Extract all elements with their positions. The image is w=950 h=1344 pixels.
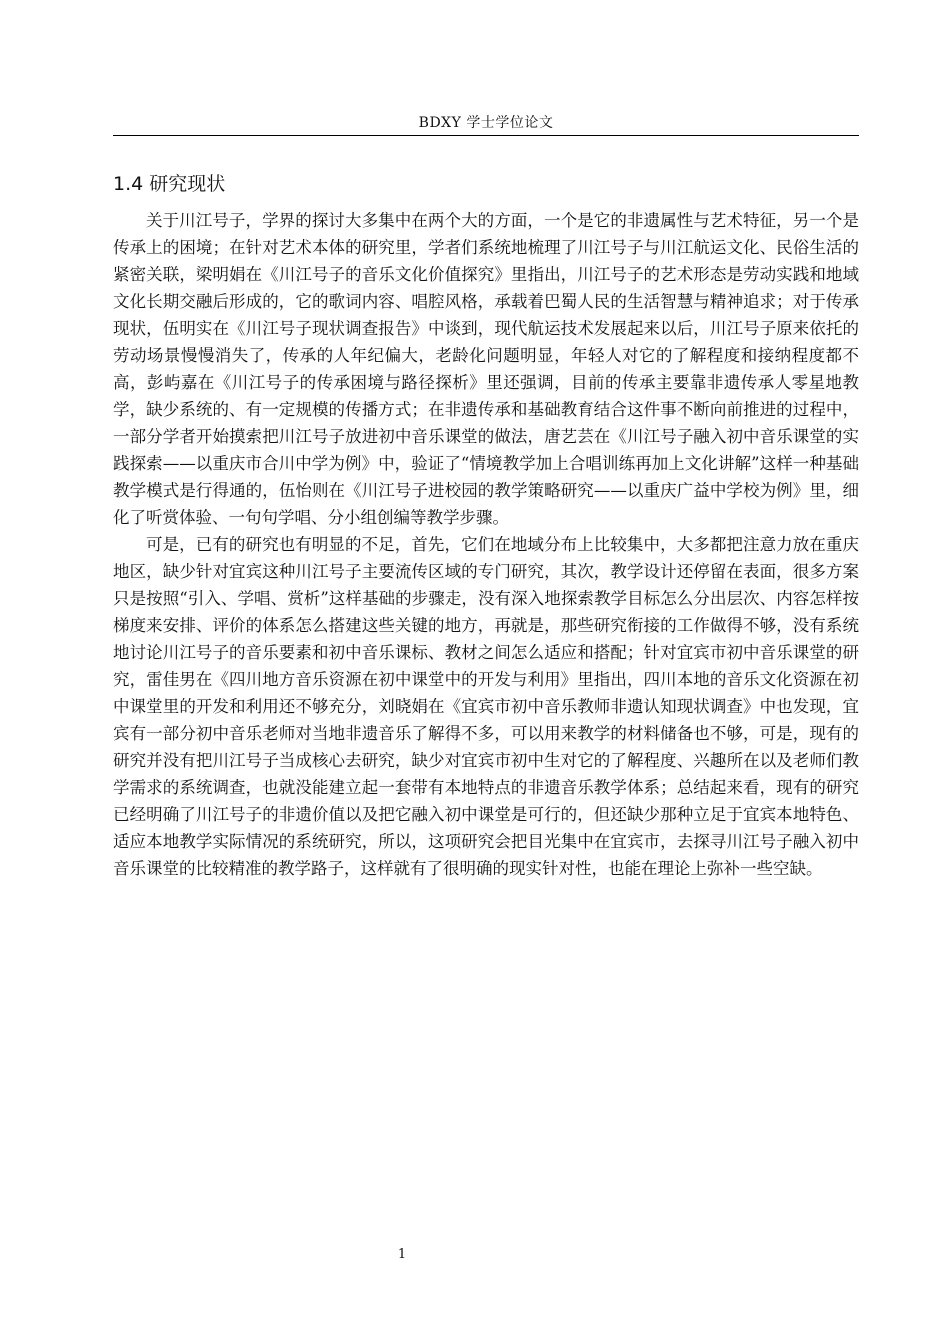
paragraph-1: 关于川江号子，学界的探讨大多集中在两个大的方面，一个是它的非遗属性与艺术特征，另一个是传承上的困境；在针对艺术本体的研究里，学者们系统地梳理了川江号子与川江航运文化、民俗生活的紧密关联，梁明娟在《川江号子的音乐文化价值探究》里指出，川江号子的艺术形态是劳动实践和地域文化长期交融后形成的，它的歌词内容、唱腔风格，承载着巴蜀人民的生活智慧与精神追求；对于传承现状，伍明实在《川江号子现状调查报告》中谈到，现代航运技术发展起来以后，川江号子原来依托的劳动场景慢慢消失了，传承的人年纪偏大，老龄化问题明显，年轻人对它的了解程度和接纳程度都不高，彭屿嘉在《川江号子的传承困境与路径探析》里还强调，目前的传承主要靠非遗传承人零星地教学，缺少系统的、有一定规模的传播方式；在非遗传承和基础教育结合这件事不断向前推进的过程中，一部分学者开始摸索把川江号子放进初中音乐课堂的做法，唐艺芸在《川江号子融入初中音乐课堂的实践探索——以重庆市合川中学为例》中，验证了“情境教学加上合唱训练再加上文化讲解”这样一种基础教学模式是行得通的，伍怡则在《川江号子进校园的教学策略研究——以重庆广益中学校为例》里，细化了听赏体验、一句句学唱、分小组创编等教学步骤。 (113, 211, 859, 527)
paragraph-2: 可是，已有的研究也有明显的不足，首先，它们在地域分布上比较集中，大多都把注意力放在重庆地区，缺少针对宜宾这种川江号子主要流传区域的专门研究，其次，教学设计还停留在表面，很多方案只是按照“引入、学唱、赏析”这样基础的步骤走，没有深入地探索教学目标怎么分出层次、内容怎样按梯度来安排、评价的体系怎么搭建这些关键的地方，再就是，那些研究衔接的工作做得不够，没有系统地讨论川江号子的音乐要素和初中音乐课标、教材之间怎么适应和搭配；针对宜宾市初中音乐课堂的研究，雷佳男在《四川地方音乐资源在初中课堂中的开发与利用》里指出，四川本地的音乐文化资源在初中课堂里的开发和利用还不够充分，刘晓娟在《宜宾市初中音乐教师非遗认知现状调查》中也发现，宜宾有一部分初中音乐老师对当地非遗音乐了解得不多，可以用来教学的材料储备也不够，可是，现有的研究并没有把川江号子当成核心去研究，缺少对宜宾市初中生对它的了解程度、兴趣所在以及老师们教学需求的系统调查，也就没能建立起一套带有本地特点的非遗音乐教学体系；总结起来看，现有的研究已经明确了川江号子的非遗价值以及把它融入初中课堂是可行的，但还缺少那种立足于宜宾本地特色、适应本地教学实际情况的系统研究，所以，这项研究会把目光集中在宜宾市，去探寻川江号子融入初中音乐课堂的比较精准的教学路子，这样就有了很明确的现实针对性，也能在理论上弥补一些空缺。 (113, 535, 859, 878)
body-text (113, 207, 859, 882)
page-number: 1 (397, 1247, 407, 1262)
section-heading: 1.4 研究现状 (113, 173, 226, 195)
header-rule (113, 135, 859, 136)
running-header: BDXY 学士学位论文 (418, 115, 554, 131)
